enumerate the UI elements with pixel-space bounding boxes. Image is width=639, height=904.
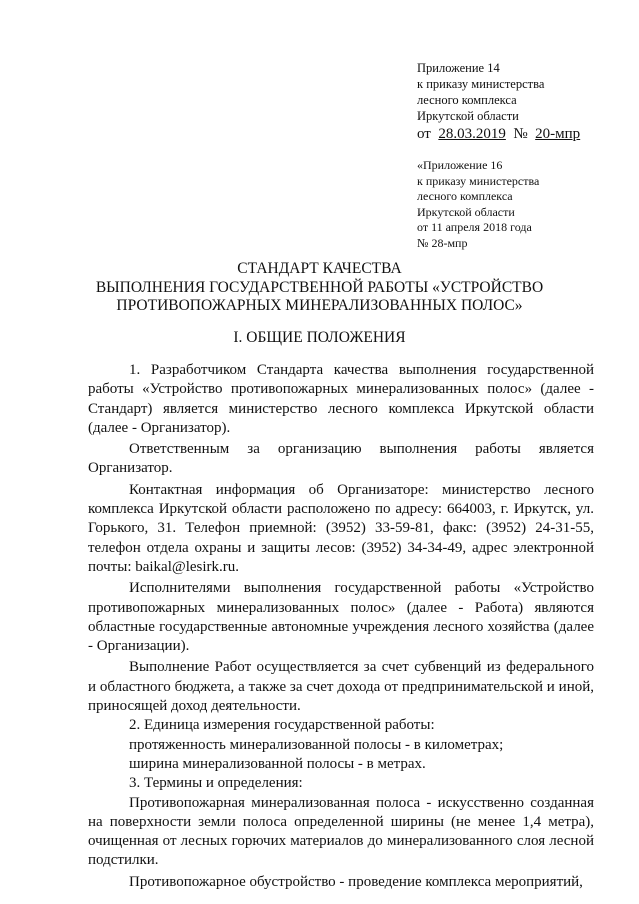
- document-title: [0, 260, 639, 316]
- paragraph-responsible: Ответственным за организацию выполнения работы является Организатор.: [88, 441, 594, 477]
- order-date: 28.03.2019: [438, 126, 506, 142]
- order-prefix: от: [417, 126, 431, 142]
- paragraph-unit-width: ширина минерализованной полосы - в метрах.: [129, 755, 426, 772]
- title-line1: СТАНДАРТ КАЧЕСТВА: [237, 260, 402, 277]
- appendix-current: [417, 60, 617, 144]
- title-line2: ВЫПОЛНЕНИЯ ГОСУДАРСТВЕННОЙ РАБОТЫ «УСТРОЙСТВО: [95, 278, 544, 296]
- appendix-current-line3: лесного комплекса: [417, 93, 517, 107]
- appendix-current-line2: к приказу министерства: [417, 77, 545, 91]
- appendix-current-line4: Иркутской области: [417, 109, 519, 123]
- appendix-current-line1: Приложение 14: [417, 61, 500, 75]
- appendix-previous-line1: «Приложение 16: [417, 158, 503, 172]
- appendix-previous-line2: к приказу министерства: [417, 173, 540, 188]
- paragraph-unit-length: протяженность минерализованной полосы - в километрах;: [129, 736, 504, 753]
- order-line: [417, 125, 617, 144]
- appendix-previous: [417, 158, 617, 251]
- section-title: I. ОБЩИЕ ПОЛОЖЕНИЯ: [233, 329, 406, 346]
- appendix-previous-line5: от 11 апреля 2018 года: [417, 220, 532, 234]
- paragraph-funding: Выполнение Работ осуществляется за счет субвенций из федерального и областного бюджета, а также за счет дохода от предпринимательской и иной, приносящей доход деятельности.: [88, 659, 594, 715]
- appendix-previous-line6: № 28-мпр: [417, 235, 468, 250]
- paragraph-unit-heading: 2. Единица измерения государственной работы:: [129, 717, 435, 734]
- title-line3: ПРОТИВОПОЖАРНЫХ МИНЕРАЛИЗОВАННЫХ ПОЛОС»: [116, 297, 523, 314]
- appendix-previous-line4: Иркутской области: [417, 204, 515, 219]
- order-number-sign: №: [513, 126, 528, 142]
- order-number: 20-мпр: [535, 126, 581, 142]
- paragraph-terms-heading: 3. Термины и определения:: [129, 775, 303, 792]
- document-body: [88, 352, 594, 892]
- appendix-previous-line3: лесного комплекса: [417, 189, 513, 203]
- paragraph-executors: Исполнителями выполнения государственной работы «Устройство противопожарных минерализованных полос» (далее - Работа) являются областные государственные автономные учреждения лесного хозяйства (далее - Организации).: [88, 580, 594, 655]
- paragraph-developer: 1. Разработчиком Стандарта качества выполнения государственной работы «Устройство противопожарных минерализованных полос» (далее - Стандарт) является министерство лесного комплекса Иркутской области (далее - Организатор).: [88, 362, 594, 436]
- paragraph-term-strip: Противопожарная минерализованная полоса - искусственно созданная на поверхности земли полоса определенной ширины (не менее 1,4 метра), очищенная от лесных горючих материалов до минерализованного слоя лесной подстилки.: [88, 794, 594, 869]
- paragraph-contacts: Контактная информация об Организаторе: министерство лесного комплекса Иркутской области расположено по адресу: 664003, г. Иркутск, ул. Горького, 31. Телефон приемной: (3952) 33-59-81, факс: (3952) 24-31-55, телефон отдела охраны и защиты лесов: (3952) 34-34-49, адрес электронной почты: baikal@lesirk.ru.: [88, 481, 594, 575]
- paragraph-term-arrangement: Противопожарное обустройство - проведение комплекса мероприятий,: [129, 873, 583, 890]
